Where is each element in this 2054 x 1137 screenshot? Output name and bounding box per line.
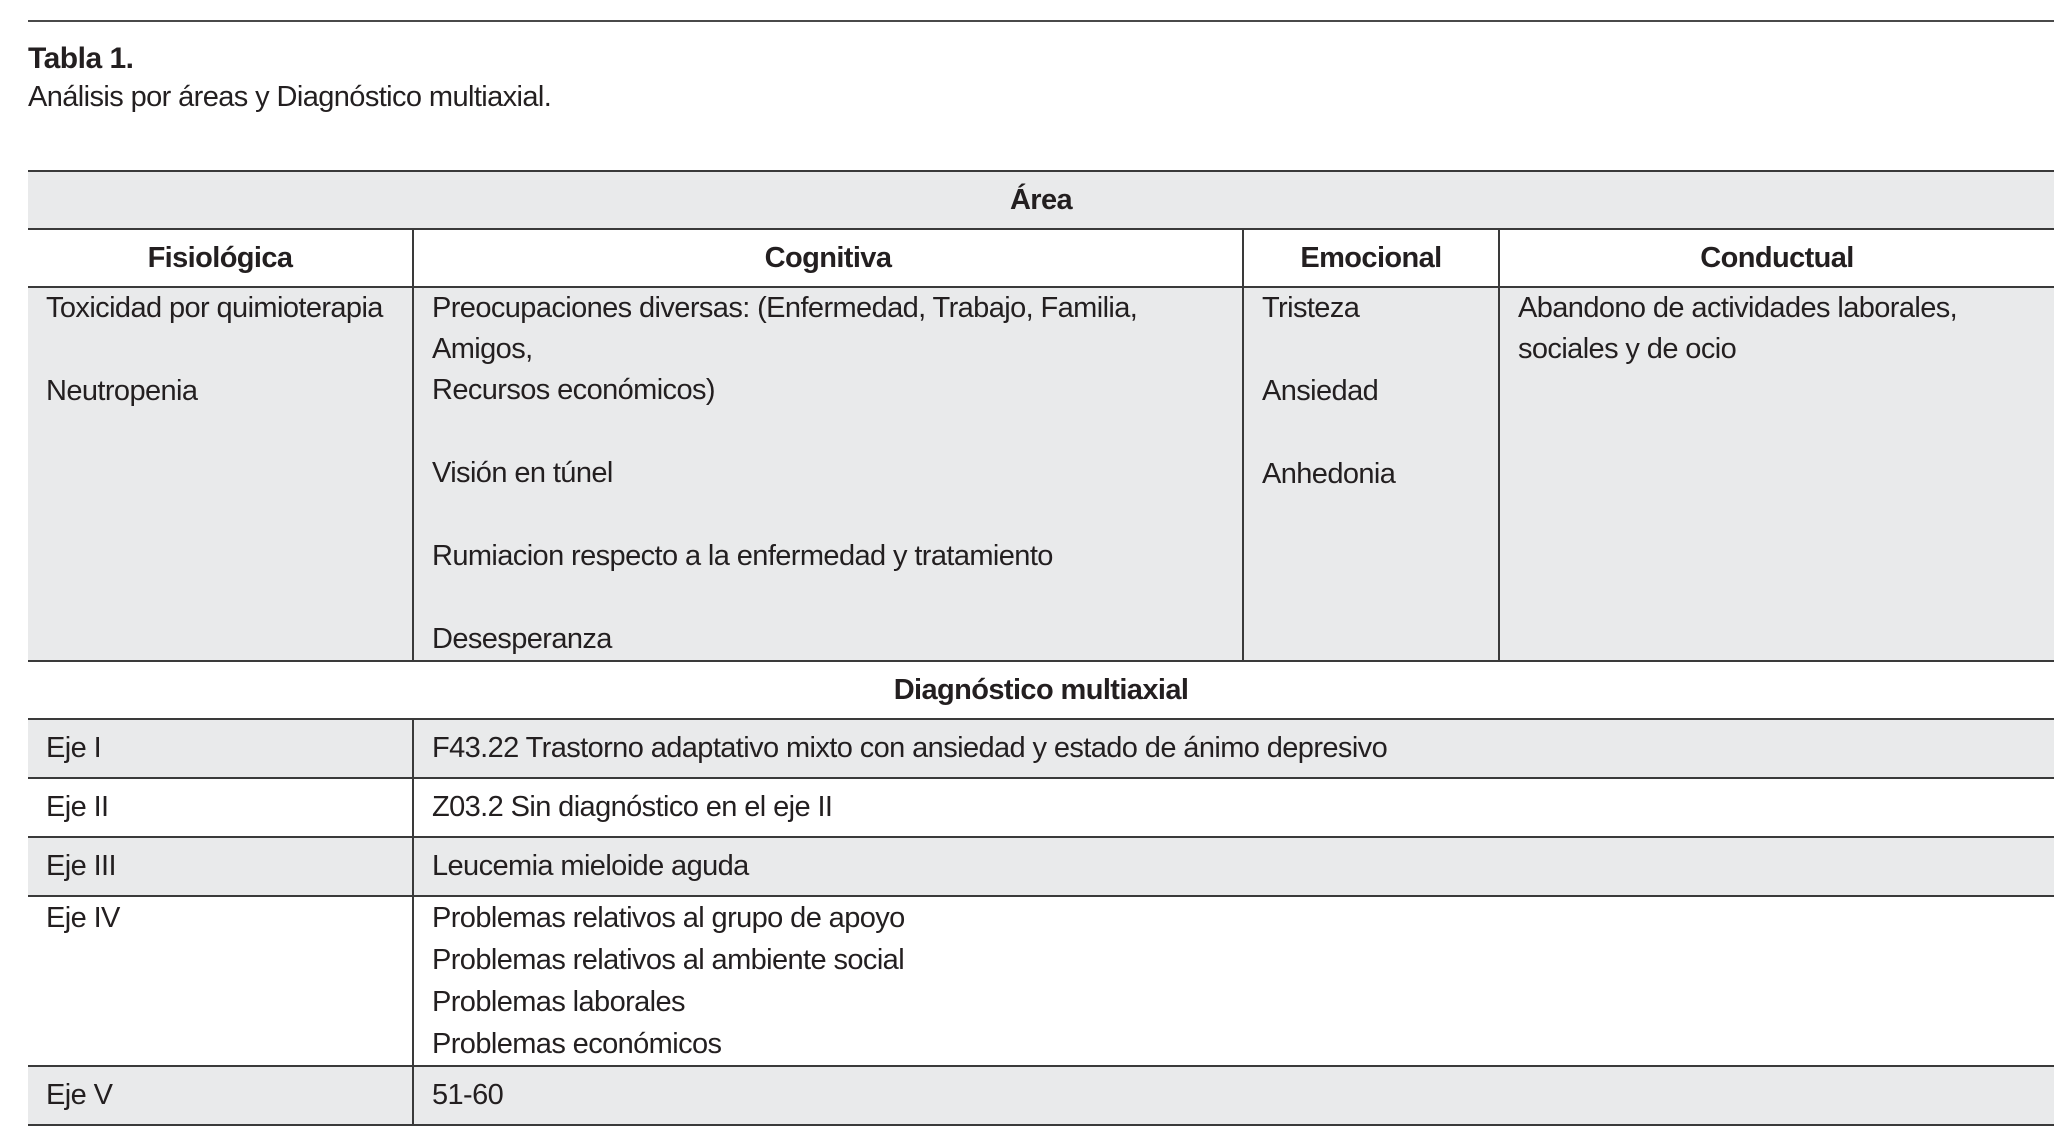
top-rule xyxy=(28,20,2054,22)
spacer xyxy=(46,329,394,371)
eje-label: Eje IV xyxy=(28,896,413,1066)
eje-value-list xyxy=(413,896,2054,1066)
analysis-table xyxy=(28,170,2054,1126)
column-header-cognitiva: Cognitiva xyxy=(413,229,1243,287)
table-row xyxy=(28,719,2054,778)
emocional-item: Tristeza xyxy=(1262,292,1360,324)
eje-label: Eje I xyxy=(28,719,413,778)
cell-fisiologica xyxy=(28,287,413,661)
diagnostico-header-row xyxy=(28,661,2054,719)
conductual-item-continued: sociales y de ocio xyxy=(1518,333,1737,365)
table-subtitle: Análisis por áreas y Diagnóstico multiaxial. xyxy=(28,81,552,113)
cognitiva-item: Preocupaciones diversas: (Enfermedad, Trabajo, Familia, Amigos, xyxy=(432,292,1138,365)
area-header-row xyxy=(28,171,2054,229)
eje-value: Leucemia mieloide aguda xyxy=(413,837,2054,896)
fisiologica-item: Toxicidad por quimioterapia xyxy=(46,292,383,324)
fisiologica-item: Neutropenia xyxy=(46,375,198,407)
eje-label: Eje III xyxy=(28,837,413,896)
eje-label: Eje II xyxy=(28,778,413,837)
column-header-emocional: Emocional xyxy=(1243,229,1499,287)
eje-value: 51-60 xyxy=(413,1066,2054,1125)
diagnostico-header: Diagnóstico multiaxial xyxy=(28,661,2054,719)
table-row xyxy=(28,896,2054,1066)
conductual-item: Abandono de actividades laborales, xyxy=(1518,292,1958,324)
cognitiva-item: Desesperanza xyxy=(432,623,612,655)
area-content-row xyxy=(28,287,2054,661)
eje-value: Problemas laborales xyxy=(432,986,685,1018)
eje-value: Problemas económicos xyxy=(432,1028,722,1060)
cognitiva-item: Rumiacion respecto a la enfermedad y tratamiento xyxy=(432,540,1053,572)
cell-cognitiva xyxy=(413,287,1243,661)
eje-value: Z03.2 Sin diagnóstico en el eje II xyxy=(413,778,2054,837)
table-title: Tabla 1. xyxy=(28,42,134,75)
spacer xyxy=(1262,412,1480,454)
eje-value: Problemas relativos al ambiente social xyxy=(432,944,905,976)
cognitiva-item: Visión en túnel xyxy=(432,457,613,489)
area-columns-row xyxy=(28,229,2054,287)
cell-conductual xyxy=(1499,287,2054,661)
spacer xyxy=(432,494,1224,536)
cognitiva-item-continued: Recursos económicos) xyxy=(432,374,715,406)
column-header-fisiologica: Fisiológica xyxy=(28,229,413,287)
spacer xyxy=(1262,329,1480,371)
spacer xyxy=(432,411,1224,453)
area-header: Área xyxy=(28,171,2054,229)
column-header-conductual: Conductual xyxy=(1499,229,2054,287)
table-row xyxy=(28,837,2054,896)
emocional-item: Anhedonia xyxy=(1262,458,1396,490)
emocional-item: Ansiedad xyxy=(1262,375,1379,407)
spacer xyxy=(432,577,1224,619)
table-caption xyxy=(28,40,551,116)
cell-emocional xyxy=(1243,287,1499,661)
table-row xyxy=(28,1066,2054,1125)
eje-value: Problemas relativos al grupo de apoyo xyxy=(432,902,905,934)
table-row xyxy=(28,778,2054,837)
eje-label: Eje V xyxy=(28,1066,413,1125)
eje-value: F43.22 Trastorno adaptativo mixto con ansiedad y estado de ánimo depresivo xyxy=(413,719,2054,778)
